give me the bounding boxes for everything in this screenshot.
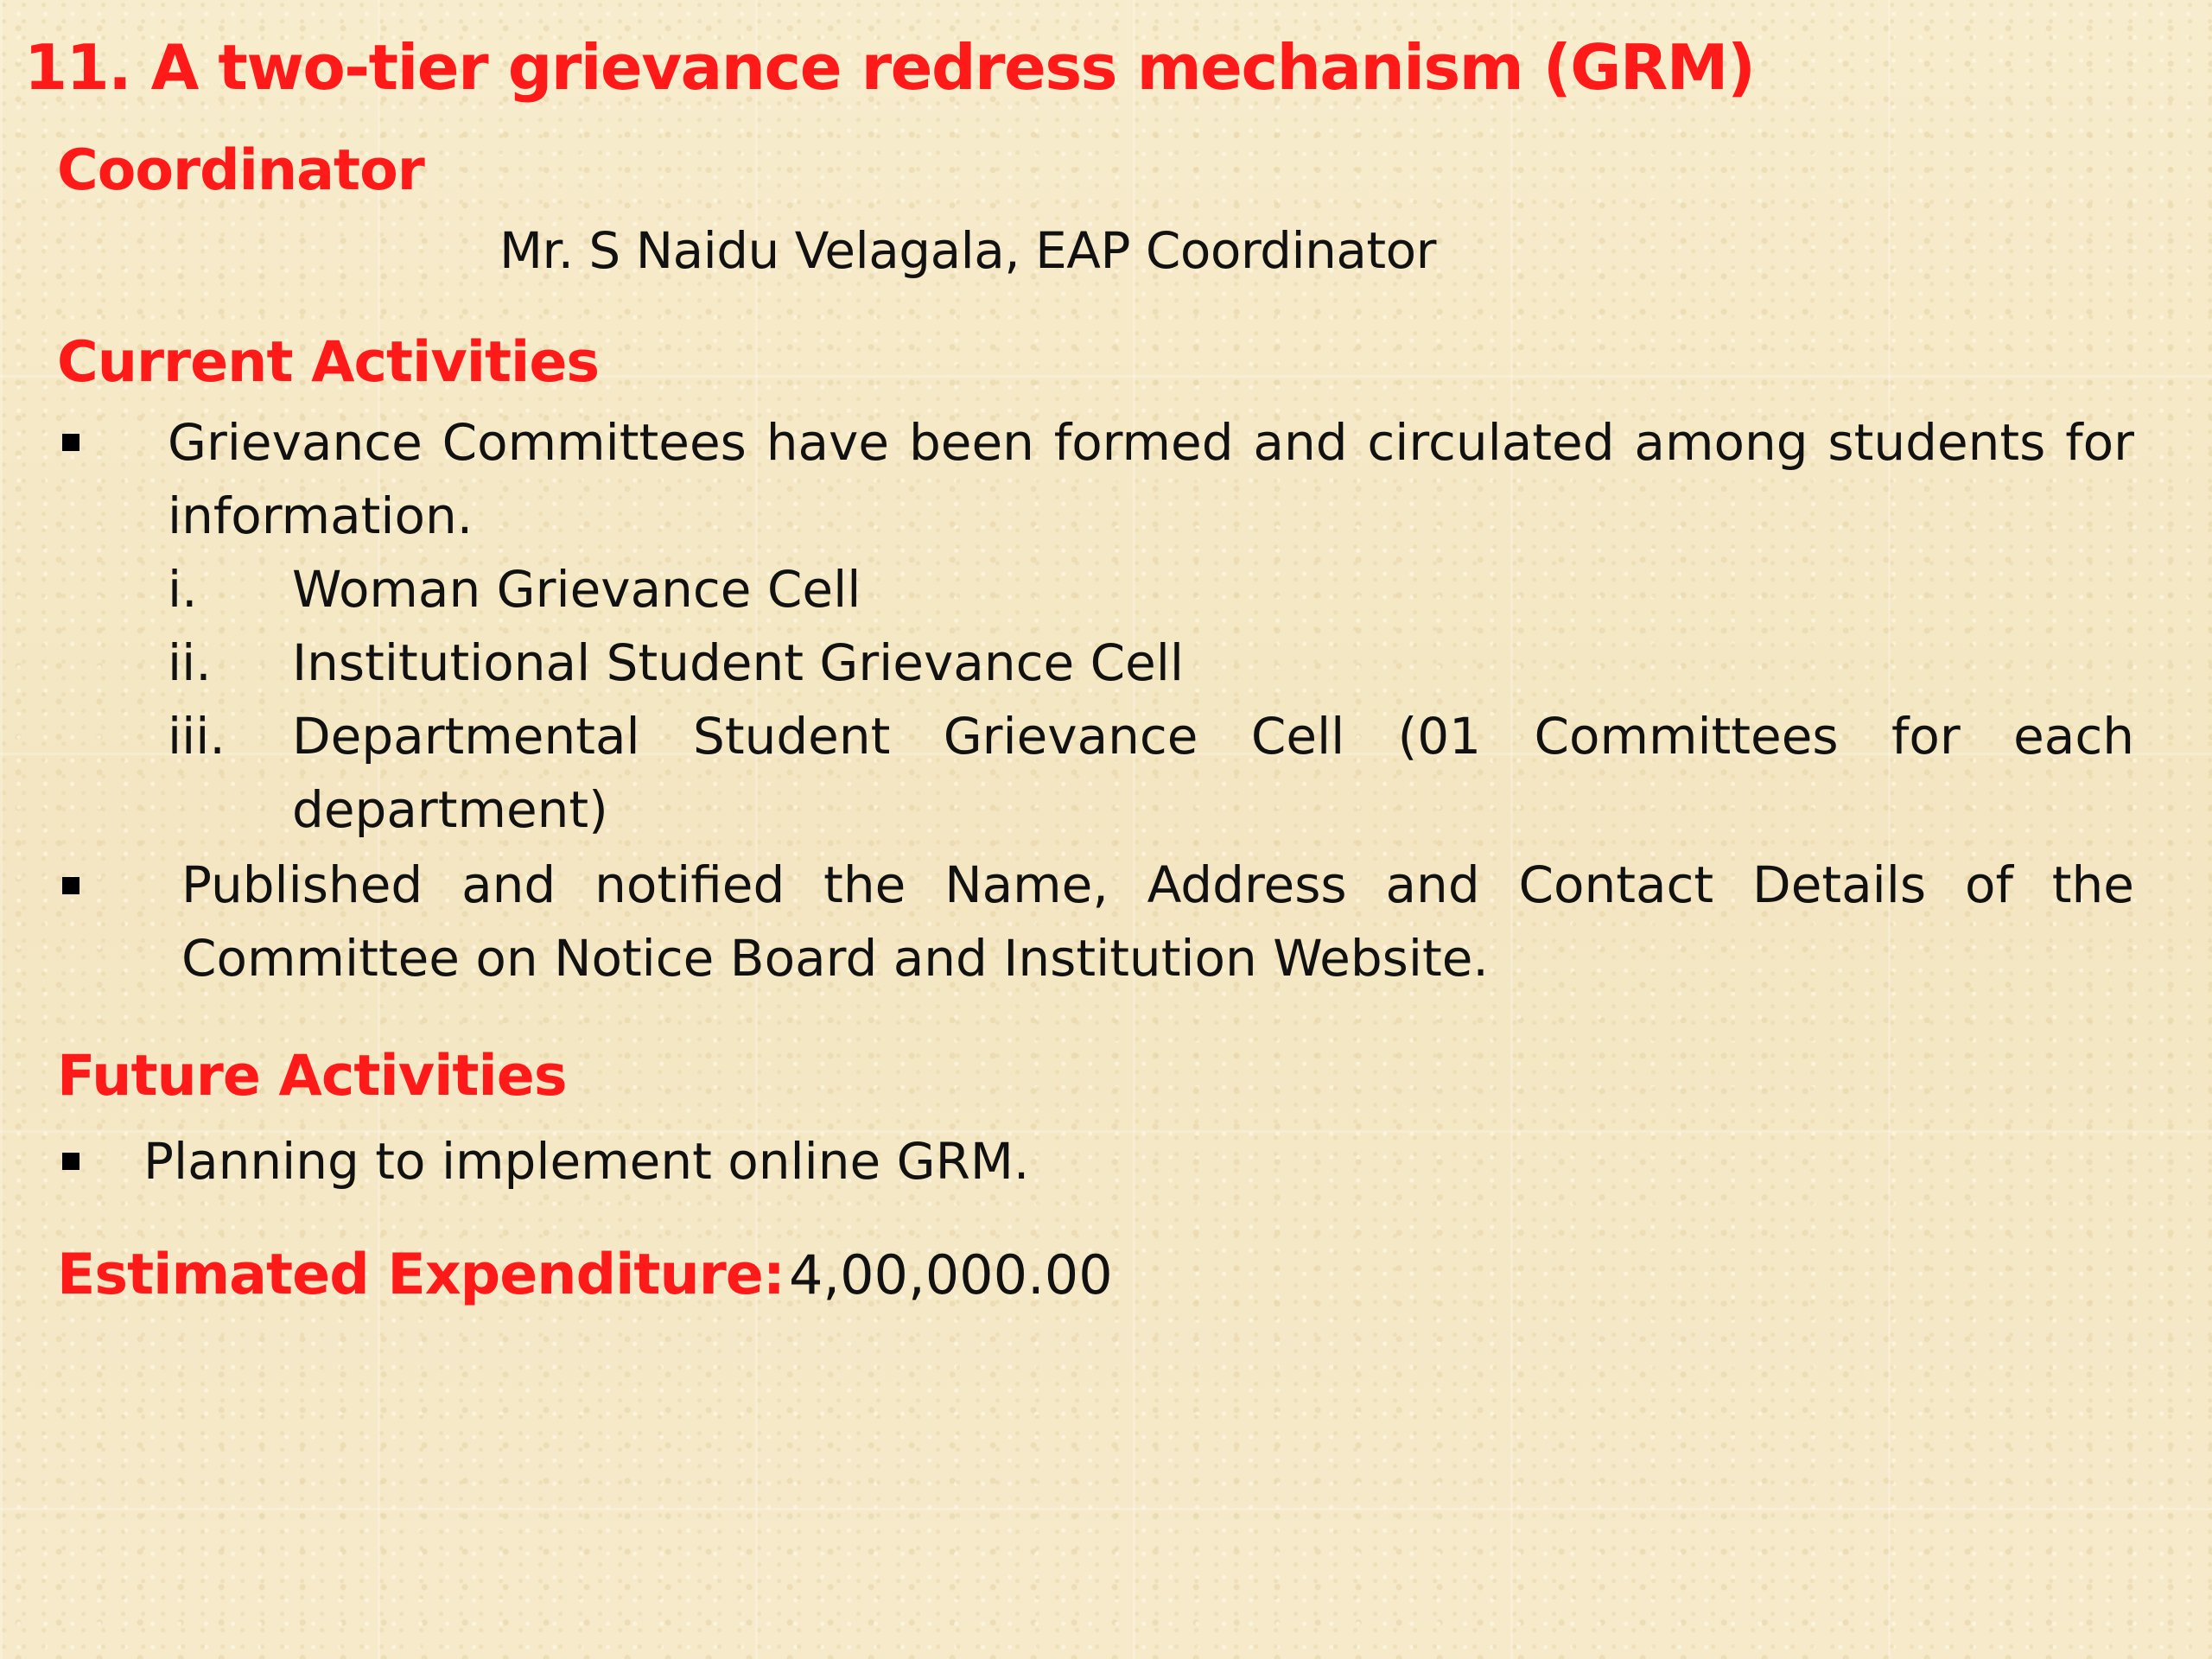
list-item-text: Departmental Student Grievance Cell (01 Committees for each department) bbox=[292, 707, 2134, 839]
list-item-text: Woman Grievance Cell bbox=[292, 560, 861, 619]
list-item-number: ii. bbox=[168, 633, 212, 692]
bullet-marker bbox=[62, 1153, 79, 1170]
future-bullet-1: Planning to implement online GRM. bbox=[143, 1132, 1030, 1191]
coordinator-heading: Coordinator bbox=[57, 138, 424, 203]
estimated-expenditure bbox=[57, 1243, 1113, 1307]
committee-list bbox=[168, 553, 2134, 847]
list-item-number: i. bbox=[168, 560, 198, 619]
current-bullet-2: Published and notified the Name, Address and Contact Details of the Committee on Notice Board and Institution Website. bbox=[181, 855, 2134, 988]
expenditure-value: 4,00,000.00 bbox=[788, 1243, 1113, 1306]
bullet-marker bbox=[62, 434, 79, 451]
current-bullet-1: Grievance Committees have been formed and circulated among students for information. bbox=[168, 413, 2134, 545]
list-item-text: Institutional Student Grievance Cell bbox=[292, 633, 1185, 692]
slide-title: 11. A two-tier grievance redress mechanism (GRM) bbox=[24, 31, 1755, 104]
list-item bbox=[168, 553, 2134, 626]
bullet-marker bbox=[62, 877, 79, 894]
list-item bbox=[168, 700, 2134, 847]
list-item-number: iii. bbox=[168, 707, 226, 766]
future-activities-heading: Future Activities bbox=[57, 1044, 567, 1109]
coordinator-name: Mr. S Naidu Velagala, EAP Coordinator bbox=[499, 221, 1436, 280]
current-activities-heading: Current Activities bbox=[57, 330, 600, 395]
list-item bbox=[168, 626, 2134, 700]
expenditure-label: Estimated Expenditure: bbox=[57, 1243, 785, 1307]
